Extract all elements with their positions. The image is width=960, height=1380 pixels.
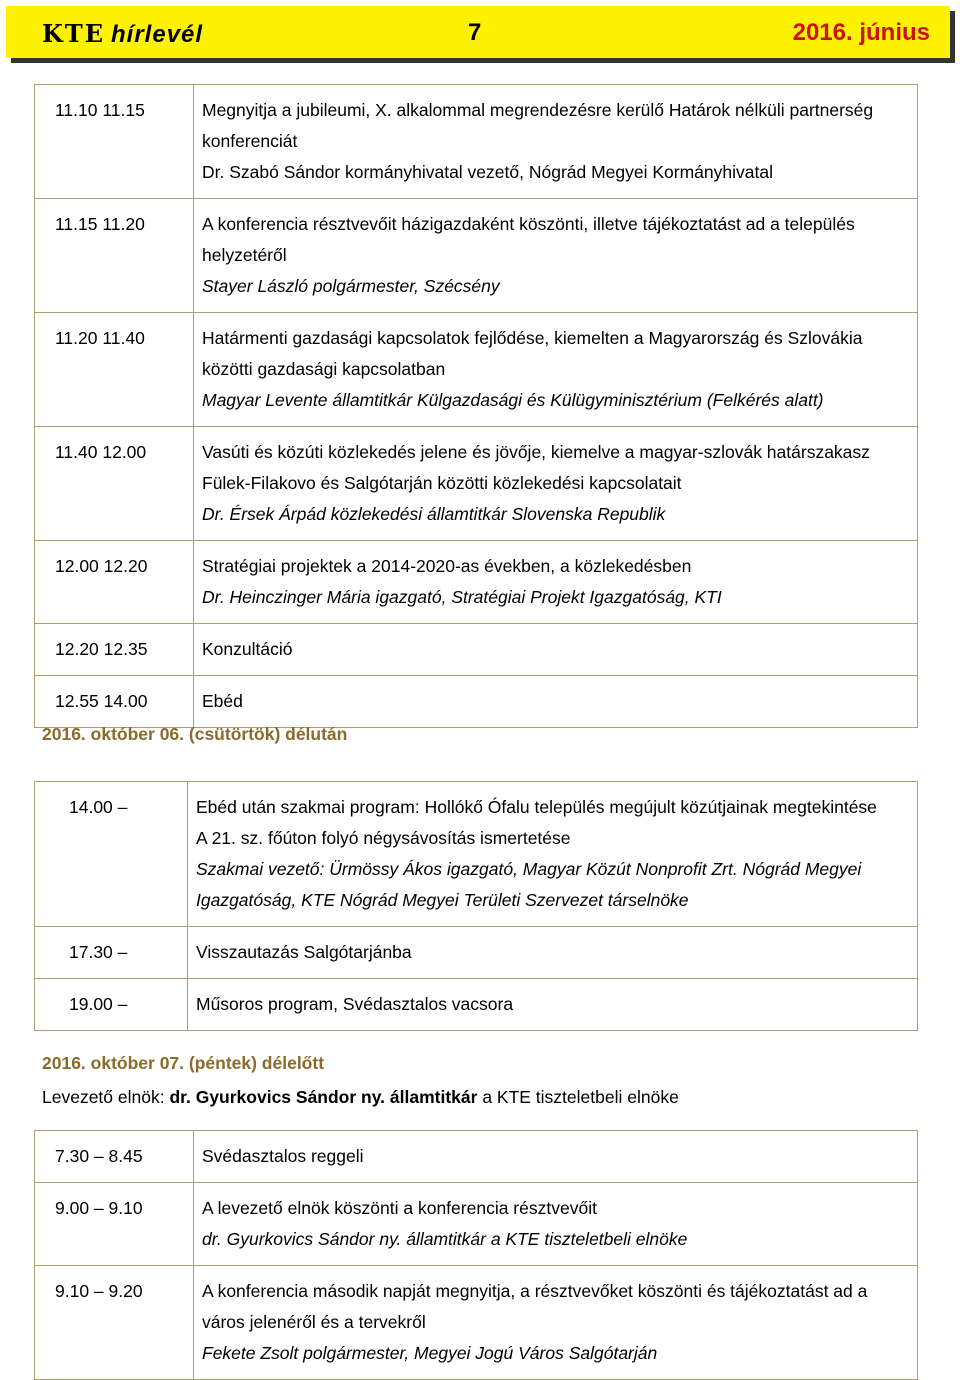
row-description — [194, 541, 918, 624]
schedule-row — [35, 427, 918, 541]
row-time: 12.00 12.20 — [35, 541, 194, 624]
speaker-line: Dr. Érsek Árpád közlekedési államtitkár Slovenska Republik — [202, 504, 666, 524]
row-description — [194, 427, 918, 541]
speaker-line: Magyar Levente államtitkár Külgazdasági és Külügyminisztérium (Felkérés alatt) — [202, 390, 824, 410]
page-number: 7 — [468, 19, 482, 46]
row-description — [194, 1183, 918, 1266]
section-heading-oct07: 2016. október 07. (péntek) délelőtt — [42, 1053, 325, 1073]
topic-line: Megnyitja a jubileumi, X. alkalommal megrendezésre kerülő Határok nélküli partnerség konferenciát — [202, 100, 874, 151]
newsletter-header — [6, 6, 950, 58]
topic-line: A 21. sz. főúton folyó négysávosítás ismertetése — [196, 828, 571, 848]
row-time: 11.20 11.40 — [35, 313, 194, 427]
schedule-row — [35, 676, 918, 728]
topic-line: A konferencia résztvevőit házigazdaként köszönti, illetve tájékoztatást ad a település helyzetéről — [202, 214, 855, 265]
schedule-row — [35, 782, 918, 927]
chair-label: Levezető elnök: — [42, 1087, 170, 1107]
schedule-row — [35, 541, 918, 624]
schedule-row — [35, 1183, 918, 1266]
row-description — [194, 199, 918, 313]
schedule-row — [35, 313, 918, 427]
schedule-body — [35, 782, 918, 1031]
schedule-table-day1-afternoon — [34, 781, 918, 1031]
row-time: 9.00 – 9.10 — [35, 1183, 194, 1266]
newsletter-title — [42, 19, 203, 49]
row-description — [194, 624, 918, 676]
topic-line: Visszautazás Salgótarjánba — [196, 942, 412, 962]
topic-line: Vasúti és közúti közlekedés jelene és jövője, kiemelve a magyar-szlovák határszakasz Fülek-Filakovo és Salgótarján közötti közlekedési kapcsolatait — [202, 442, 870, 493]
row-time: 9.10 – 9.20 — [35, 1266, 194, 1380]
topic-line: Ebéd után szakmai program: Hollókő Ófalu település megújult közútjainak megtekintése — [196, 797, 877, 817]
row-time: 12.55 14.00 — [35, 676, 194, 728]
chair-line — [42, 1087, 679, 1108]
row-description — [194, 85, 918, 199]
speaker-line: Szakmai vezető: Ürmössy Ákos igazgató, Magyar Közút Nonprofit Zrt. Nógrád Megyei Igazgatóság, KTE Nógrád Megyei Területi Szervezet társelnöke — [196, 859, 862, 910]
schedule-row — [35, 85, 918, 199]
schedule-row — [35, 199, 918, 313]
schedule-body — [35, 85, 918, 728]
topic-line: Műsoros program, Svédasztalos vacsora — [196, 994, 514, 1014]
row-time: 17.30 – — [35, 927, 188, 979]
newsletter-name: hírlevél — [111, 21, 204, 48]
row-time: 7.30 – 8.45 — [35, 1131, 194, 1183]
row-time: 11.40 12.00 — [35, 427, 194, 541]
topic-line: A levezető elnök köszönti a konferencia résztvevőit — [202, 1198, 597, 1218]
topic-line: A konferencia második napját megnyitja, a résztvevőket köszönti és tájékoztatást ad a város jelenéről és a tervekről — [202, 1281, 868, 1332]
topic-line: Svédasztalos reggeli — [202, 1146, 364, 1166]
speaker-line: Stayer László polgármester, Szécsény — [202, 276, 500, 296]
row-time: 14.00 – — [35, 782, 188, 927]
schedule-row — [35, 624, 918, 676]
schedule-table-day1-morning — [34, 84, 918, 728]
schedule-row — [35, 979, 918, 1031]
schedule-row — [35, 927, 918, 979]
topic-line: Stratégiai projektek a 2014-2020-as években, a közlekedésben — [202, 556, 692, 576]
speaker-line: dr. Gyurkovics Sándor ny. államtitkár a KTE tiszteletbeli elnöke — [202, 1229, 688, 1249]
chair-name: dr. Gyurkovics Sándor ny. államtitkár — [169, 1087, 478, 1107]
brand-logo: KTE — [42, 19, 106, 48]
row-time: 11.10 11.15 — [35, 85, 194, 199]
speaker-line: Fekete Zsolt polgármester, Megyei Jogú Város Salgótarján — [202, 1343, 658, 1363]
row-description — [194, 1131, 918, 1183]
row-description — [188, 927, 918, 979]
topic-line: Konzultáció — [202, 639, 293, 659]
schedule-body — [35, 1131, 918, 1380]
issue-date: 2016. június — [792, 19, 930, 46]
row-description — [194, 313, 918, 427]
schedule-row — [35, 1131, 918, 1183]
topic-line: Ebéd — [202, 691, 243, 711]
topic-line: Határmenti gazdasági kapcsolatok fejlődése, kiemelten a Magyarország és Szlovákia közötti gazdasági kapcsolatban — [202, 328, 863, 379]
row-description — [188, 979, 918, 1031]
row-description — [194, 676, 918, 728]
topic-line: Dr. Szabó Sándor kormányhivatal vezető, Nógrád Megyei Kormányhivatal — [202, 162, 773, 182]
section-heading-oct06: 2016. október 06. (csütörtök) délután — [42, 724, 348, 744]
row-time: 19.00 – — [35, 979, 188, 1031]
speaker-line: Dr. Heinczinger Mária igazgató, Stratégiai Projekt Igazgatóság, KTI — [202, 587, 722, 607]
row-time: 12.20 12.35 — [35, 624, 194, 676]
schedule-row — [35, 1266, 918, 1380]
row-description — [194, 1266, 918, 1380]
row-time: 11.15 11.20 — [35, 199, 194, 313]
row-description — [188, 782, 918, 927]
schedule-table-day2-morning — [34, 1130, 918, 1380]
chair-suffix: a KTE tiszteletbeli elnöke — [477, 1087, 679, 1107]
